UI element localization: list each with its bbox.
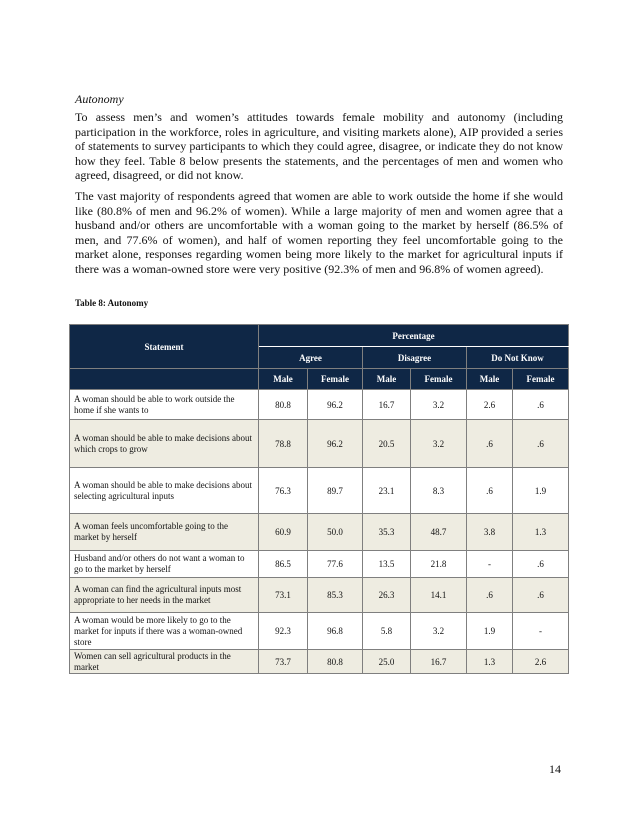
paragraph-intro: To assess men’s and women’s attitudes towards female mobility and autonomy (including participation in the workforce, roles in agriculture, and visiting markets alone), AIP provided a series of statements to survey participants to which they could agree, disagree, or indicate they do not know how they feel. Table 8 below presents the statements, and the percentages of men and women who agreed, disagreed, or did not know. xyxy=(75,110,563,183)
subheader-female: Female xyxy=(308,369,363,390)
value-cell: .6 xyxy=(467,468,513,514)
value-cell: 35.3 xyxy=(363,514,411,551)
table-row xyxy=(70,390,569,420)
header-percentage: Percentage xyxy=(259,325,569,347)
value-cell: 48.7 xyxy=(411,514,467,551)
statement-cell: A woman can find the agricultural inputs most appropriate to her needs in the market xyxy=(70,578,259,613)
value-cell: 3.2 xyxy=(411,613,467,650)
table-row xyxy=(70,578,569,613)
value-cell: 96.8 xyxy=(308,613,363,650)
value-cell: .6 xyxy=(513,390,569,420)
value-cell: 26.3 xyxy=(363,578,411,613)
value-cell: 14.1 xyxy=(411,578,467,613)
header-group-disagree: Disagree xyxy=(363,347,467,369)
value-cell: - xyxy=(513,613,569,650)
table-row xyxy=(70,468,569,514)
value-cell: 23.1 xyxy=(363,468,411,514)
value-cell: .6 xyxy=(513,578,569,613)
header-group-do-not-know: Do Not Know xyxy=(467,347,569,369)
subheader-male: Male xyxy=(363,369,411,390)
subheader-male: Male xyxy=(259,369,308,390)
table-row xyxy=(70,514,569,551)
value-cell: - xyxy=(467,551,513,578)
page-number: 14 xyxy=(549,762,561,776)
value-cell: 16.7 xyxy=(363,390,411,420)
value-cell: 92.3 xyxy=(259,613,308,650)
subheader-female: Female xyxy=(411,369,467,390)
value-cell: 85.3 xyxy=(308,578,363,613)
header-statement: Statement xyxy=(70,325,259,369)
value-cell: 89.7 xyxy=(308,468,363,514)
value-cell: 86.5 xyxy=(259,551,308,578)
value-cell: 3.2 xyxy=(411,420,467,468)
value-cell: 8.3 xyxy=(411,468,467,514)
value-cell: 78.8 xyxy=(259,420,308,468)
value-cell: 50.0 xyxy=(308,514,363,551)
header-blank xyxy=(70,369,259,390)
value-cell: 3.8 xyxy=(467,514,513,551)
value-cell: 3.2 xyxy=(411,390,467,420)
value-cell: .6 xyxy=(513,551,569,578)
statement-cell: A woman should be able to make decisions about selecting agricultural inputs xyxy=(70,468,259,514)
subheader-female: Female xyxy=(513,369,569,390)
value-cell: 77.6 xyxy=(308,551,363,578)
table-caption: Table 8: Autonomy xyxy=(75,298,149,308)
value-cell: 16.7 xyxy=(411,650,467,674)
value-cell: 1.9 xyxy=(513,468,569,514)
value-cell: 60.9 xyxy=(259,514,308,551)
value-cell: 73.7 xyxy=(259,650,308,674)
statement-cell: Husband and/or others do not want a woman to go to the market by herself xyxy=(70,551,259,578)
value-cell: 13.5 xyxy=(363,551,411,578)
value-cell: 2.6 xyxy=(467,390,513,420)
value-cell: 2.6 xyxy=(513,650,569,674)
table-row xyxy=(70,551,569,578)
header-group-agree: Agree xyxy=(259,347,363,369)
value-cell: 1.3 xyxy=(467,650,513,674)
paragraph-findings: The vast majority of respondents agreed that women are able to work outside the home if she would like (80.8% of men and 96.2% of women). While a large majority of men and women agree that a husband and/or others are uncomfortable with a woman going to the market by herself (86.5% of men, and 77.6% of women), and half of women reporting they feel uncomfortable going to the market alone, responses regarding women being more likely to the market for agricultural inputs if there was a woman-owned store were very positive (92.3% of men and 96.8% of women agreed). xyxy=(75,189,563,276)
section-title: Autonomy xyxy=(75,92,124,106)
value-cell: 1.3 xyxy=(513,514,569,551)
value-cell: 25.0 xyxy=(363,650,411,674)
value-cell: 21.8 xyxy=(411,551,467,578)
value-cell: .6 xyxy=(513,420,569,468)
statement-cell: Women can sell agricultural products in the market xyxy=(70,650,259,674)
autonomy-table xyxy=(69,324,569,674)
value-cell: 80.8 xyxy=(308,650,363,674)
statement-cell: A woman should be able to work outside the home if she wants to xyxy=(70,390,259,420)
value-cell: 80.8 xyxy=(259,390,308,420)
subheader-male: Male xyxy=(467,369,513,390)
statement-cell: A woman feels uncomfortable going to the market by herself xyxy=(70,514,259,551)
statement-cell: A woman should be able to make decisions about which crops to grow xyxy=(70,420,259,468)
statement-cell: A woman would be more likely to go to the market for inputs if there was a woman-owned store xyxy=(70,613,259,650)
value-cell: .6 xyxy=(467,578,513,613)
table-row xyxy=(70,613,569,650)
value-cell: 96.2 xyxy=(308,420,363,468)
table-row xyxy=(70,420,569,468)
value-cell: 76.3 xyxy=(259,468,308,514)
value-cell: 20.5 xyxy=(363,420,411,468)
value-cell: 96.2 xyxy=(308,390,363,420)
value-cell: 1.9 xyxy=(467,613,513,650)
value-cell: .6 xyxy=(467,420,513,468)
value-cell: 73.1 xyxy=(259,578,308,613)
value-cell: 5.8 xyxy=(363,613,411,650)
table-row xyxy=(70,650,569,674)
